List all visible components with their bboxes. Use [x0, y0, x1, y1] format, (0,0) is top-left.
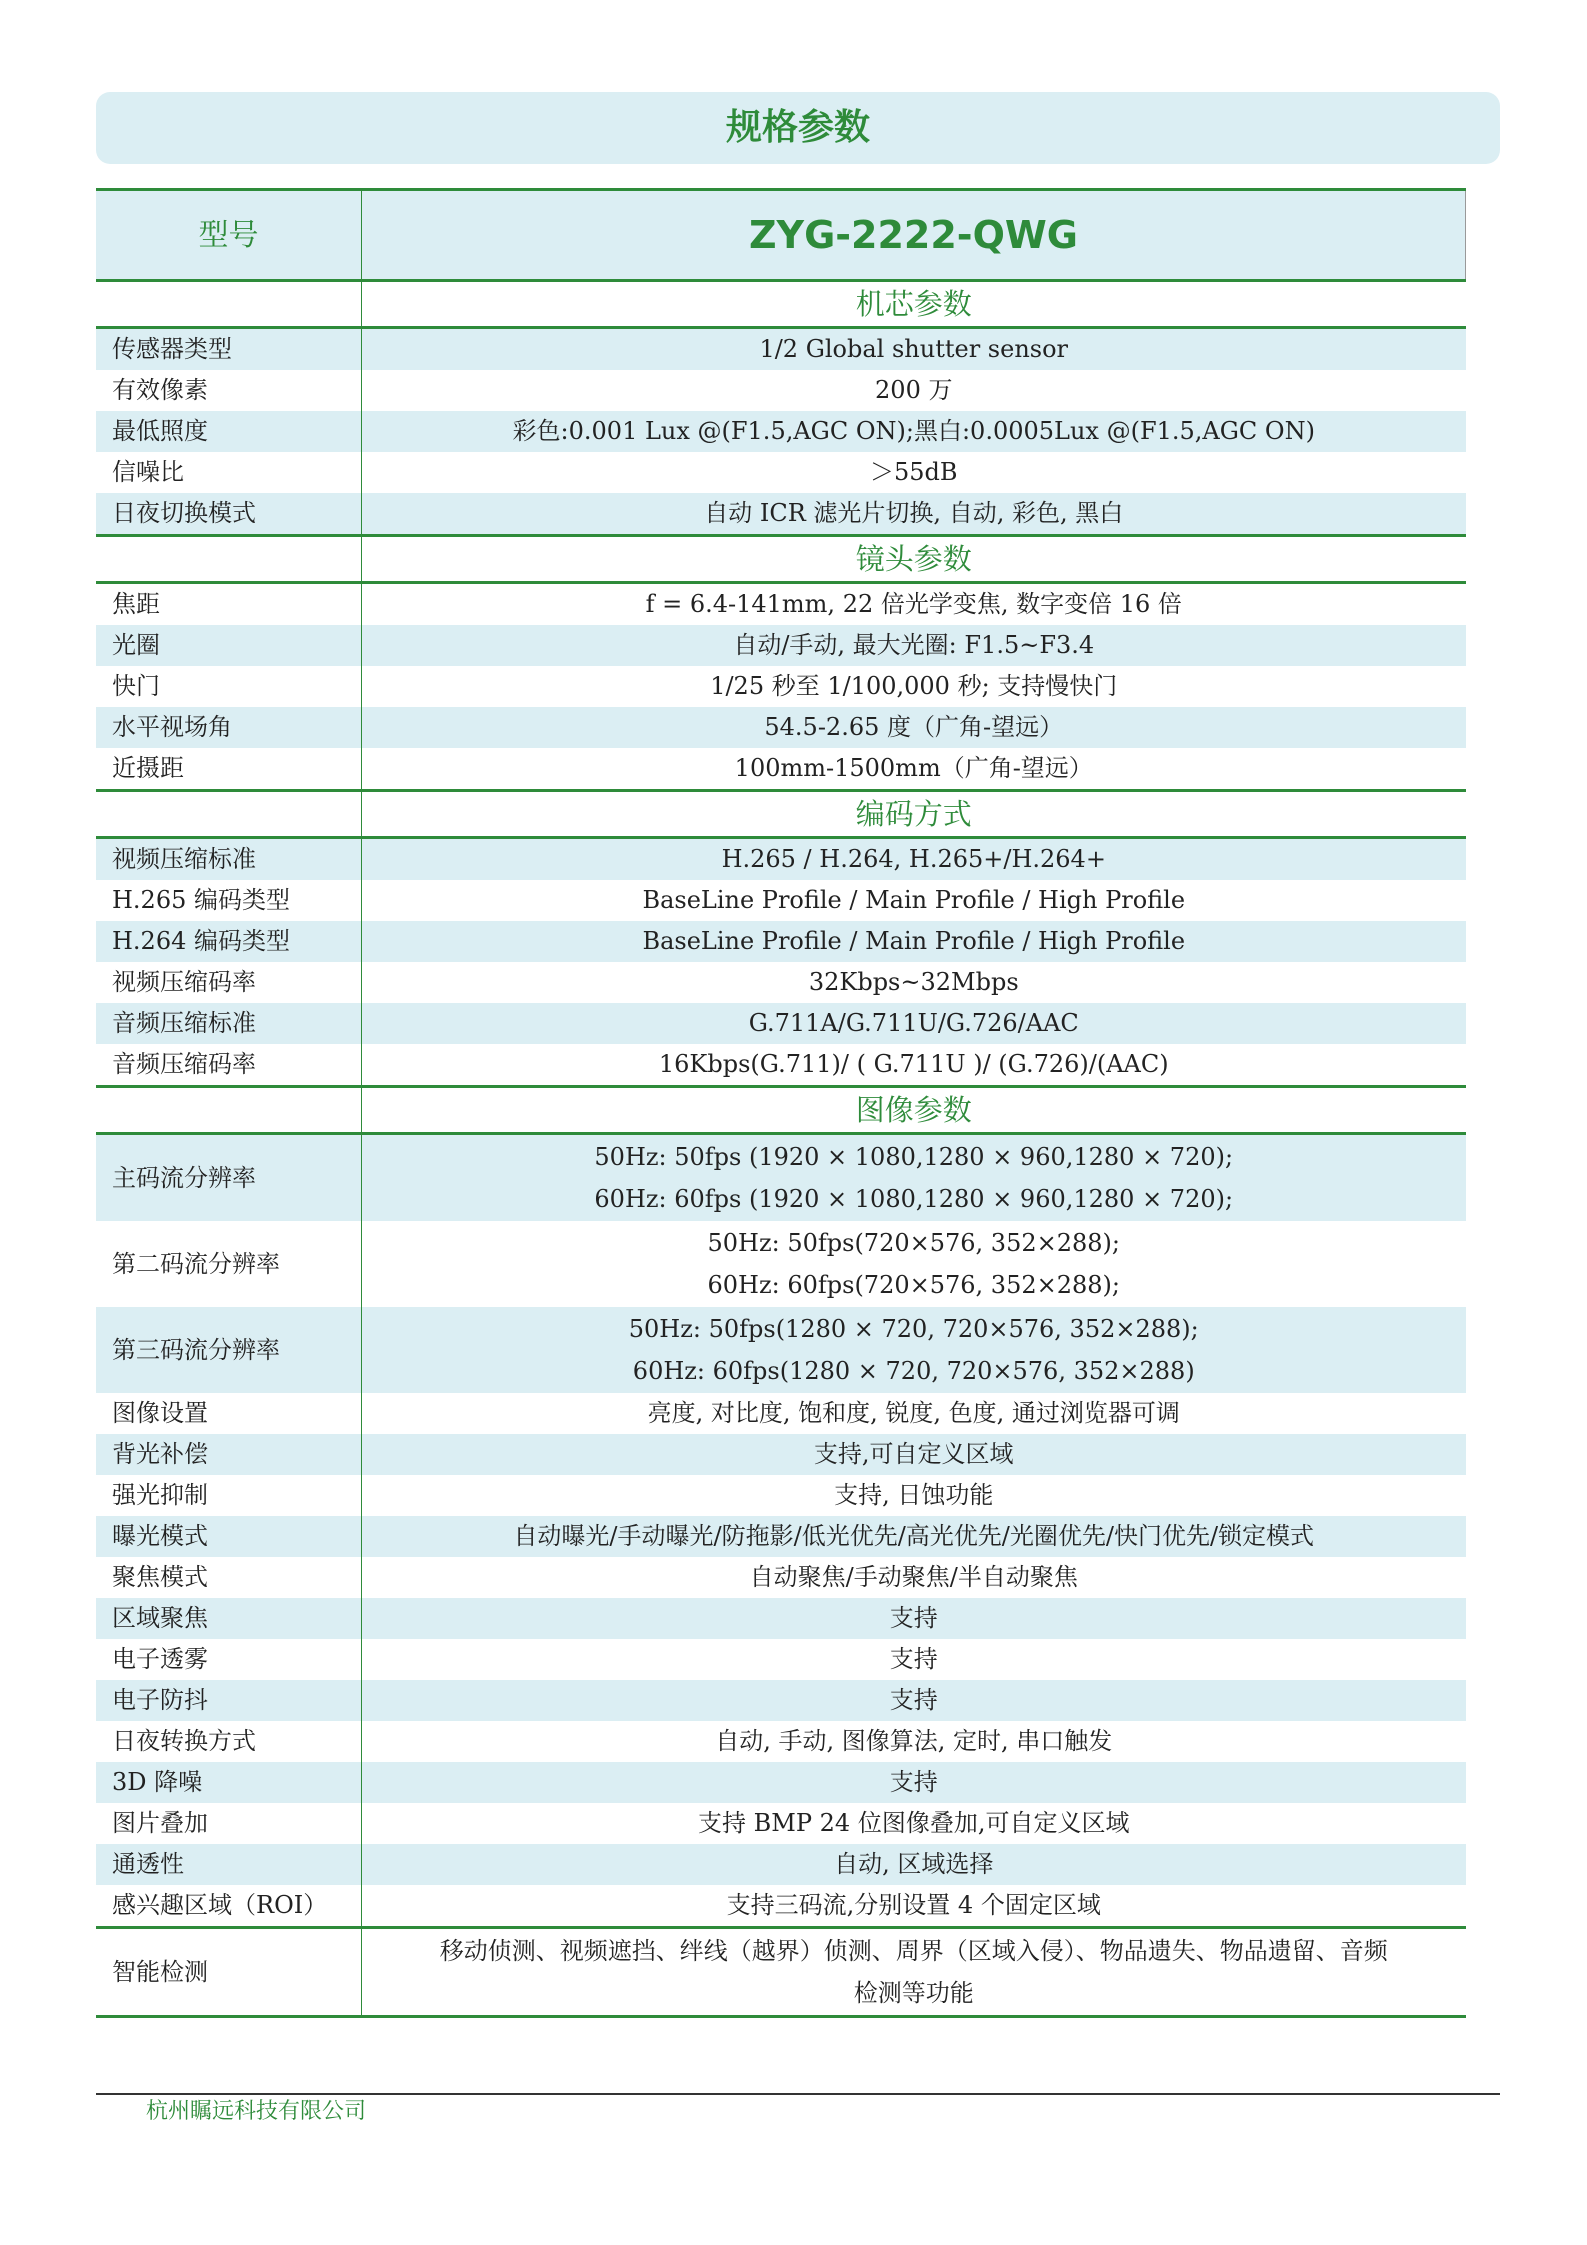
row-value [362, 1221, 1466, 1307]
value-line: 移动侦测、视频遮挡、绊线（越界）侦测、周界（区域入侵）、物品遗失、物品遗留、音频 [439, 1937, 1388, 1965]
row-value: BaseLine Profile / Main Profile / High Profile [642, 886, 1186, 914]
row-label: 快门 [96, 666, 362, 707]
table-row [96, 1721, 1466, 1762]
row-label: 主码流分辨率 [96, 1134, 362, 1222]
row-label: 智能检测 [96, 1928, 362, 2017]
footer-company: 杭州瞩远科技有限公司 [146, 2099, 367, 2124]
table-row [96, 1639, 1466, 1680]
row-value [362, 1134, 1466, 1222]
row-value: 1/2 Global shutter sensor [362, 328, 1466, 371]
row-value: G.711A/G.711U/G.726/AAC [362, 1003, 1466, 1044]
row-value: 亮度, 对比度, 饱和度, 锐度, 色度, 通过浏览器可调 [647, 1399, 1180, 1427]
table-row [96, 1885, 1466, 1928]
row-label: 背光补偿 [96, 1434, 362, 1475]
value-line: 60Hz: 60fps(720×576, 352×288); [707, 1271, 1120, 1299]
table-row-smart [96, 1928, 1466, 2017]
row-label: 音频压缩标准 [96, 1003, 362, 1044]
section-header-image [96, 1087, 1466, 1134]
row-value: 自动, 手动, 图像算法, 定时, 串口触发 [715, 1727, 1113, 1755]
table-row [96, 411, 1466, 452]
table-row [96, 1516, 1466, 1557]
spec-table [96, 188, 1466, 2018]
row-label: 第二码流分辨率 [96, 1221, 362, 1307]
table-row [96, 452, 1466, 493]
row-label: 聚焦模式 [96, 1557, 362, 1598]
value-line: 50Hz: 50fps(720×576, 352×288); [707, 1229, 1120, 1257]
table-row [96, 1598, 1466, 1639]
row-value: 支持 [362, 1598, 1466, 1639]
row-value: 支持 BMP 24 位图像叠加,可自定义区域 [698, 1809, 1130, 1837]
section-title: 图像参数 [362, 1087, 1466, 1134]
table-row [96, 1003, 1466, 1044]
table-row [96, 493, 1466, 536]
table-row [96, 1803, 1466, 1844]
table-row [96, 1307, 1466, 1393]
table-row [96, 625, 1466, 666]
row-label: 第三码流分辨率 [96, 1307, 362, 1393]
table-row [96, 921, 1466, 962]
table-row [96, 748, 1466, 791]
table-row [96, 1434, 1466, 1475]
row-value: H.265 / H.264, H.265+/H.264+ [362, 838, 1466, 881]
row-label: 强光抑制 [96, 1475, 362, 1516]
table-row [96, 880, 1466, 921]
row-value: 支持 [362, 1680, 1466, 1721]
table-row [96, 707, 1466, 748]
model-value: ZYG-2222-QWG [362, 190, 1466, 281]
row-label: 视频压缩码率 [96, 962, 362, 1003]
value-line: 60Hz: 60fps (1920 × 1080,1280 × 960,1280 × 720); [594, 1185, 1234, 1213]
row-value: 200 万 [875, 376, 953, 404]
table-row [96, 370, 1466, 411]
row-label: 有效像素 [96, 370, 362, 411]
value-line: 检测等功能 [853, 1979, 974, 2007]
table-row [96, 1044, 1466, 1087]
row-value: 支持 [889, 1645, 938, 1673]
row-value: 支持,可自定义区域 [362, 1434, 1466, 1475]
section-title: 机芯参数 [362, 281, 1466, 328]
table-row [96, 1557, 1466, 1598]
row-value: 彩色:0.001 Lux @(F1.5,AGC ON);黑白:0.0005Lux @(F1.5,AGC ON) [362, 411, 1466, 452]
row-value: 支持, 日蚀功能 [834, 1481, 994, 1509]
row-label: 日夜切换模式 [96, 493, 362, 536]
value-line: 50Hz: 50fps (1920 × 1080,1280 × 960,1280 × 720); [594, 1143, 1234, 1171]
row-label: 通透性 [96, 1844, 362, 1885]
table-row [96, 1221, 1466, 1307]
table-row [96, 1134, 1466, 1222]
row-value: BaseLine Profile / Main Profile / High Profile [362, 921, 1466, 962]
row-value: 自动/手动, 最大光圈: F1.5~F3.4 [362, 625, 1466, 666]
row-label: 焦距 [96, 583, 362, 626]
value-line: 60Hz: 60fps(1280 × 720, 720×576, 352×288) [632, 1357, 1195, 1385]
row-value: 自动曝光/手动曝光/防拖影/低光优先/高光优先/光圈优先/快门优先/锁定模式 [362, 1516, 1466, 1557]
row-label: 信噪比 [96, 452, 362, 493]
section-header-lens [96, 536, 1466, 583]
table-row [96, 1680, 1466, 1721]
row-label: 光圈 [96, 625, 362, 666]
page-title: 规格参数 [96, 92, 1500, 164]
row-value: 54.5-2.65 度（广角-望远） [362, 707, 1466, 748]
table-row [96, 1844, 1466, 1885]
section-title: 编码方式 [362, 791, 1466, 838]
table-row [96, 328, 1466, 371]
row-label: 感兴趣区域（ROI） [96, 1885, 362, 1928]
table-row [96, 1475, 1466, 1516]
row-label: 电子透雾 [96, 1639, 362, 1680]
section-title: 镜头参数 [362, 536, 1466, 583]
row-label: 最低照度 [96, 411, 362, 452]
row-value: 100mm-1500mm（广角-望远） [362, 748, 1466, 791]
row-label: 曝光模式 [96, 1516, 362, 1557]
row-label: 音频压缩码率 [96, 1044, 362, 1087]
section-header-core [96, 281, 1466, 328]
table-row [96, 1762, 1466, 1803]
row-label: 区域聚焦 [96, 1598, 362, 1639]
row-value: 16Kbps(G.711)/ ( G.711U )/ (G.726)/(AAC) [362, 1044, 1466, 1087]
row-label: 传感器类型 [96, 328, 362, 371]
row-value: ＞55dB [869, 458, 958, 486]
row-label: 近摄距 [96, 748, 362, 791]
row-label: H.265 编码类型 [96, 880, 362, 921]
table-row [96, 666, 1466, 707]
row-value: 自动 ICR 滤光片切换, 自动, 彩色, 黑白 [362, 493, 1466, 536]
table-row [96, 838, 1466, 881]
row-label: 图片叠加 [96, 1803, 362, 1844]
row-label: H.264 编码类型 [96, 921, 362, 962]
row-value: 32Kbps~32Mbps [808, 968, 1019, 996]
table-row [96, 583, 1466, 626]
table-row [96, 1393, 1466, 1434]
section-header-encode [96, 791, 1466, 838]
footer-divider [96, 2093, 1500, 2095]
row-label: 电子防抖 [96, 1680, 362, 1721]
row-value: 支持三码流,分别设置 4 个固定区域 [362, 1885, 1466, 1928]
row-label: 水平视场角 [96, 707, 362, 748]
row-label: 视频压缩标准 [96, 838, 362, 881]
row-value: f = 6.4-141mm, 22 倍光学变焦, 数字变倍 16 倍 [645, 590, 1182, 618]
row-value: 自动聚焦/手动聚焦/半自动聚焦 [749, 1563, 1078, 1591]
row-value: 支持 [362, 1762, 1466, 1803]
table-row [96, 962, 1466, 1003]
row-value [362, 1928, 1466, 2017]
row-label: 日夜转换方式 [96, 1721, 362, 1762]
row-label: 图像设置 [96, 1393, 362, 1434]
value-line: 50Hz: 50fps(1280 × 720, 720×576, 352×288); [628, 1315, 1199, 1343]
row-value [362, 1307, 1466, 1393]
row-value: 自动, 区域选择 [362, 1844, 1466, 1885]
row-label: 3D 降噪 [96, 1762, 362, 1803]
model-row [96, 190, 1466, 281]
row-value: 1/25 秒至 1/100,000 秒; 支持慢快门 [710, 672, 1118, 700]
model-label: 型号 [96, 190, 362, 281]
